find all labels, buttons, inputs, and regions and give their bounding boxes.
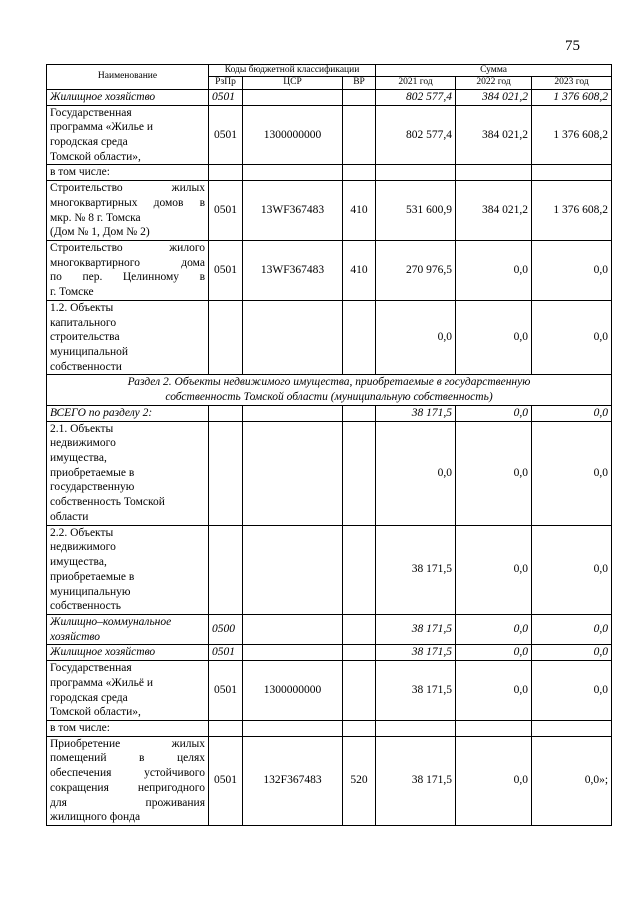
row-name-line: имущества, xyxy=(50,452,107,465)
header-rzpr: РзПр xyxy=(209,77,243,89)
section-header-row xyxy=(47,375,612,405)
row-csr xyxy=(243,614,343,644)
row-2021: 0,0 xyxy=(376,300,456,375)
row-name-line: муниципальной xyxy=(50,346,129,358)
row-name-line: Жилищно–коммунальное xyxy=(50,615,172,628)
row-2022: 0,0 xyxy=(456,300,532,375)
row-name-line: многоквартирных домов в xyxy=(50,196,205,209)
row-csr xyxy=(243,165,343,181)
row-2021: 802 577,4 xyxy=(376,105,456,165)
row-rzpr xyxy=(209,405,243,421)
row-vr xyxy=(343,89,376,105)
row-2021: 531 600,9 xyxy=(376,181,456,241)
header-vr: ВР xyxy=(343,77,376,89)
row-vr: 410 xyxy=(343,181,376,241)
row-name-line: государственную xyxy=(50,481,135,494)
row-2022: 0,0 xyxy=(456,240,532,300)
row-name-line: жилищного фонда xyxy=(50,811,141,824)
row-name-line: Строительство жилых xyxy=(50,182,205,195)
row-name-line: области xyxy=(50,510,89,523)
row-2022: 384 021,2 xyxy=(456,89,532,105)
row-name-line: собственность xyxy=(50,600,122,613)
table-row xyxy=(47,300,612,375)
row-2022: 0,0 xyxy=(456,736,532,825)
table-row xyxy=(47,89,612,105)
row-name-line: программа «Жильё и xyxy=(50,676,154,689)
table-row xyxy=(47,165,612,181)
row-2022: 0,0 xyxy=(456,405,532,421)
row-vr xyxy=(343,105,376,165)
row-name-line: капитального xyxy=(50,316,117,329)
row-name xyxy=(47,105,209,165)
table-row xyxy=(47,105,612,165)
row-name-line: Томской области», xyxy=(50,150,141,163)
row-2023: 0,0 xyxy=(532,525,612,614)
header-2022: 2022 год xyxy=(456,77,532,89)
row-2023 xyxy=(532,165,612,181)
row-name-line: Государственная xyxy=(50,662,132,675)
row-2021 xyxy=(376,720,456,736)
header-row-1 xyxy=(47,65,612,77)
row-name xyxy=(47,300,209,375)
row-2021: 38 171,5 xyxy=(376,645,456,661)
row-rzpr xyxy=(209,421,243,525)
row-rzpr xyxy=(209,720,243,736)
row-csr: 1300000000 xyxy=(243,105,343,165)
row-name xyxy=(47,525,209,614)
row-csr xyxy=(243,525,343,614)
header-codes: Коды бюджетной классификации xyxy=(209,65,376,77)
table-row xyxy=(47,736,612,825)
header-2021: 2021 год xyxy=(376,77,456,89)
row-vr xyxy=(343,645,376,661)
row-2021: 38 171,5 xyxy=(376,661,456,721)
row-rzpr: 0501 xyxy=(209,89,243,105)
row-name-line: по пер. Целинному в xyxy=(50,271,205,284)
row-name-line: обеспечения устойчивого xyxy=(50,767,205,780)
row-csr xyxy=(243,720,343,736)
row-2022: 384 021,2 xyxy=(456,181,532,241)
row-2021: 270 976,5 xyxy=(376,240,456,300)
row-name-line: (Дом № 1, Дом № 2) xyxy=(50,226,150,239)
row-2023: 1 376 608,2 xyxy=(532,105,612,165)
row-2023: 1 376 608,2 xyxy=(532,181,612,241)
row-rzpr: 0501 xyxy=(209,240,243,300)
row-2022: 384 021,2 xyxy=(456,105,532,165)
section-title-line: Раздел 2. Объекты недвижимого имущества, приобретаемые в государственную xyxy=(127,376,531,389)
row-name-line: собственность Томской xyxy=(50,496,165,509)
row-name-line: многоквартирного дома xyxy=(50,256,205,269)
table-row xyxy=(47,240,612,300)
row-name-line: сокращения непригодного xyxy=(50,781,205,794)
row-rzpr xyxy=(209,165,243,181)
header-sum: Сумма xyxy=(376,65,612,77)
row-name-line: Томской области», xyxy=(50,706,141,719)
row-name: Жилищное хозяйство xyxy=(47,645,209,661)
row-name: Жилищное хозяйство xyxy=(47,89,209,105)
row-2021: 0,0 xyxy=(376,421,456,525)
row-rzpr: 0501 xyxy=(209,661,243,721)
row-2021 xyxy=(376,165,456,181)
row-2023: 0,0 xyxy=(532,405,612,421)
row-rzpr: 0501 xyxy=(209,736,243,825)
table-row xyxy=(47,661,612,721)
row-name xyxy=(47,181,209,241)
row-2022: 0,0 xyxy=(456,525,532,614)
row-2023: 0,0 xyxy=(532,645,612,661)
row-rzpr: 0501 xyxy=(209,645,243,661)
row-name-line: помещений в целях xyxy=(50,752,205,765)
row-2023: 1 376 608,2 xyxy=(532,89,612,105)
row-csr: 132F367483 xyxy=(243,736,343,825)
row-name xyxy=(47,661,209,721)
row-rzpr: 0501 xyxy=(209,181,243,241)
section-title-line: собственность Томской области (муниципальную собственность) xyxy=(165,391,493,404)
row-name-line: хозяйство xyxy=(50,630,100,643)
row-name xyxy=(47,614,209,644)
row-vr xyxy=(343,525,376,614)
row-name-line: Строительство жилого xyxy=(50,241,205,254)
row-name-line: приобретаемые в xyxy=(50,570,135,583)
row-2022: 0,0 xyxy=(456,614,532,644)
row-csr xyxy=(243,421,343,525)
table-row xyxy=(47,405,612,421)
row-rzpr: 0501 xyxy=(209,105,243,165)
row-name-line: 1.2. Объекты xyxy=(50,301,114,314)
row-name-line: мкр. № 8 г. Томска xyxy=(50,211,141,224)
row-2023: 0,0 xyxy=(532,300,612,375)
row-2021: 38 171,5 xyxy=(376,736,456,825)
row-2022: 0,0 xyxy=(456,421,532,525)
row-csr xyxy=(243,405,343,421)
header-csr: ЦСР xyxy=(243,77,343,89)
row-name xyxy=(47,421,209,525)
row-vr xyxy=(343,661,376,721)
row-name-line: недвижимого xyxy=(50,541,116,554)
row-2021: 38 171,5 xyxy=(376,405,456,421)
row-vr xyxy=(343,614,376,644)
row-name-line: для проживания xyxy=(50,796,205,809)
row-2022 xyxy=(456,720,532,736)
row-csr: 13WF367483 xyxy=(243,240,343,300)
row-name-line: строительства xyxy=(50,331,120,344)
row-rzpr: 0500 xyxy=(209,614,243,644)
row-name: ВСЕГО по разделу 2: xyxy=(47,405,209,421)
page-number: 75 xyxy=(565,38,580,54)
row-name-line: Государственная xyxy=(50,106,132,119)
section-title xyxy=(47,375,612,405)
row-csr xyxy=(243,300,343,375)
row-vr: 410 xyxy=(343,240,376,300)
row-2023: 0,0»; xyxy=(532,736,612,825)
row-2023: 0,0 xyxy=(532,240,612,300)
row-csr xyxy=(243,645,343,661)
header-2023: 2023 год xyxy=(532,77,612,89)
row-csr: 1300000000 xyxy=(243,661,343,721)
row-vr xyxy=(343,300,376,375)
row-name-line: приобретаемые в xyxy=(50,466,135,479)
row-2023: 0,0 xyxy=(532,614,612,644)
table-row xyxy=(47,614,612,644)
row-name-line: городская среда xyxy=(50,135,128,148)
row-2023: 0,0 xyxy=(532,421,612,525)
row-2022: 0,0 xyxy=(456,645,532,661)
row-2022: 0,0 xyxy=(456,661,532,721)
row-2022 xyxy=(456,165,532,181)
row-name-line: недвижимого xyxy=(50,437,116,450)
row-2021: 38 171,5 xyxy=(376,614,456,644)
row-name-line: Приобретение жилых xyxy=(50,737,205,750)
row-name: в том числе: xyxy=(47,720,209,736)
row-vr xyxy=(343,165,376,181)
row-vr xyxy=(343,405,376,421)
row-name-line: собственности xyxy=(50,360,122,373)
budget-table xyxy=(46,64,612,826)
table-row xyxy=(47,181,612,241)
table-row xyxy=(47,525,612,614)
row-rzpr xyxy=(209,525,243,614)
row-name-line: г. Томске xyxy=(50,286,94,299)
row-vr xyxy=(343,720,376,736)
row-2021: 38 171,5 xyxy=(376,525,456,614)
row-2023: 0,0 xyxy=(532,661,612,721)
row-name-line: 2.2. Объекты xyxy=(50,526,114,539)
row-name xyxy=(47,240,209,300)
table-row xyxy=(47,645,612,661)
row-2021: 802 577,4 xyxy=(376,89,456,105)
table-row xyxy=(47,421,612,525)
row-name-line: имущества, xyxy=(50,556,107,569)
row-vr: 520 xyxy=(343,736,376,825)
table-row xyxy=(47,720,612,736)
row-csr xyxy=(243,89,343,105)
row-name: в том числе: xyxy=(47,165,209,181)
row-name-line: программа «Жилье и xyxy=(50,121,154,134)
row-name-line: городская среда xyxy=(50,691,128,704)
row-name-line: 2.1. Объекты xyxy=(50,422,114,435)
row-name xyxy=(47,736,209,825)
row-name-line: муниципальную xyxy=(50,585,131,598)
row-csr: 13WF367483 xyxy=(243,181,343,241)
row-rzpr xyxy=(209,300,243,375)
header-name: Наименование xyxy=(47,65,209,90)
row-2023 xyxy=(532,720,612,736)
row-vr xyxy=(343,421,376,525)
